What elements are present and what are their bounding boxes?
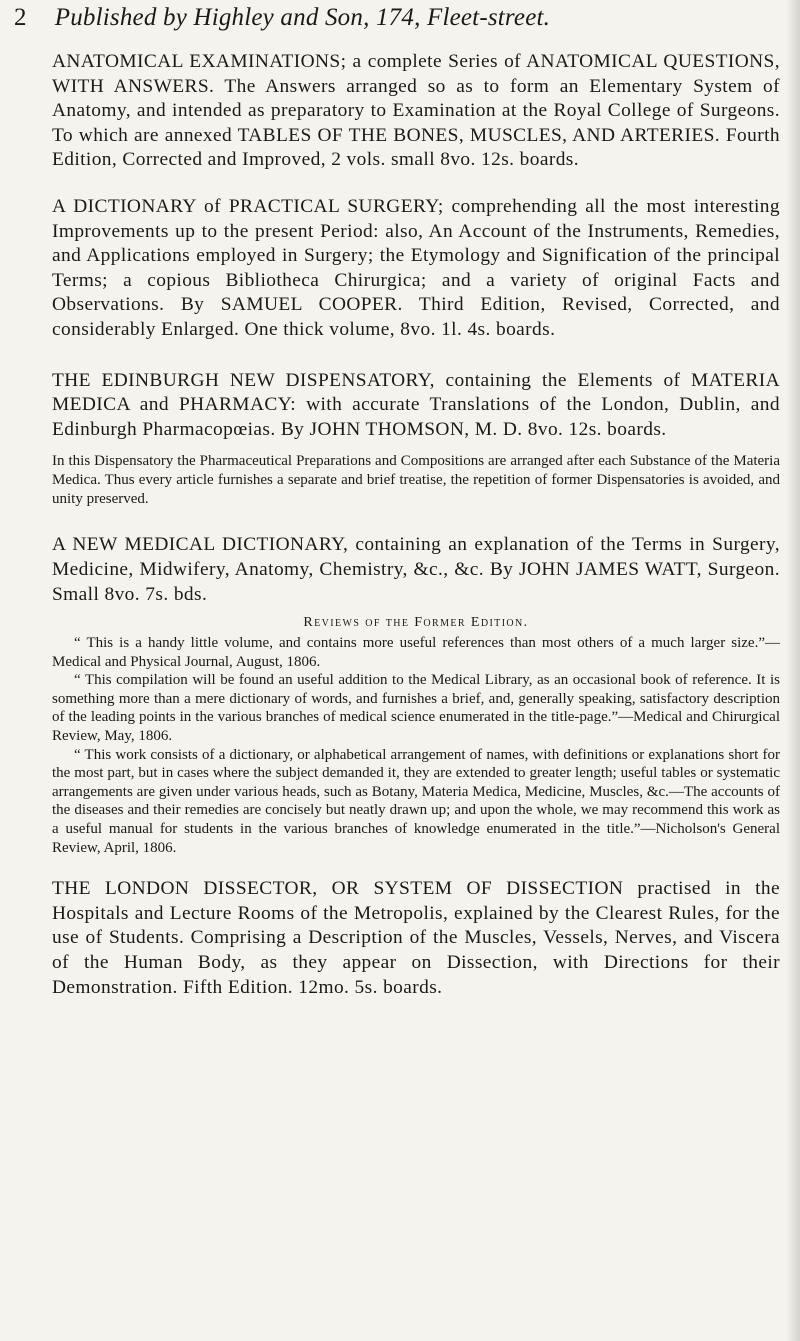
review-medical-chirurgical: “ This compilation will be found an useful addition to the Medical Library, as an occasional book of reference. It is something more than a mere dictionary of words, and furnishes a brief, and, generally speaking, satisfactory description of the leading points in the various branches of medical science enumerated in the title-page.”—Medical and Chirurgical Review, May, 1806.: [52, 672, 780, 745]
review-medical-physical-journal: “ This is a handy little volume, and contains more useful references than most others of a much larger size.”—Medical and Physical Journal, August, 1806.: [52, 635, 780, 670]
listing-anatomical-examinations: ANATOMICAL EXAMINATIONS; a complete Series of ANATOMICAL QUESTIONS, WITH ANSWERS. The Answers arranged so as to form an Elementary System of Anatomy, and intended as preparatory to Examination at the Royal College of Surgeons. To which are annexed TABLES OF THE BONES, MUSCLES, AND ARTERIES. Fourth Edition, Corrected and Improved, 2 vols. small 8vo. 12s. boards.: [52, 51, 780, 171]
page-header: [14, 2, 774, 34]
listing-london-dissector: THE LONDON DISSECTOR, OR SYSTEM OF DISSECTION practised in the Hospitals and Lecture Rooms of the Metropolis, explained by the Clearest Rules, for the use of Students. Comprising a Description of the Muscles, Vessels, Nerves, and Viscera of the Human Body, as they appear on Dissection, with Directions for their Demonstration. Fifth Edition. 12mo. 5s. boards.: [52, 878, 780, 998]
listing-dictionary-practical-surgery: A DICTIONARY of PRACTICAL SURGERY; comprehending all the most interesting Improvements up to the present Period: also, An Account of the Instruments, Remedies, and Applications employed in Surgery; the Etymology and Signification of the principal Terms; a copious Bibliotheca Chirurgica; and a variety of original Facts and Observations. By SAMUEL COOPER. Third Edition, Revised, Corrected, and considerably Enlarged. One thick volume, 8vo. 1l. 4s. boards.: [52, 195, 780, 340]
listing-new-medical-dictionary: A NEW MEDICAL DICTIONARY, containing an explanation of the Terms in Surgery, Medicine, Midwifery, Anatomy, Chemistry, &c., &c. By JOHN JAMES WATT, Surgeon. Small 8vo. 7s. bds.: [52, 534, 780, 605]
listing-edinburgh-dispensatory: THE EDINBURGH NEW DISPENSATORY, containing the Elements of MATERIA MEDICA and PHARMACY: with accurate Translations of the London, Dublin, and Edinburgh Pharmacopœias. By JOHN THOMSON, M. D. 8vo. 12s. boards.: [52, 369, 780, 440]
publisher-imprint: Published by Highley and Son, 174, Fleet-street.: [54, 4, 551, 31]
review-nicholson: “ This work consists of a dictionary, or alphabetical arrangement of names, with definitions or explanations short for the most part, but in cases where the subject demanded it, they are extended to greater length; useful tables or systematic arrangements are given under various heads, such as Botany, Materia Medica, Medicine, Muscles, &c.—The accounts of the diseases and their remedies are concisely but neatly drawn up; and upon the whole, we may recommend this work as a useful manual for students in the various branches of knowledge enumerated in the title.”—Nicholson's General Review, April, 1806.: [52, 746, 780, 856]
page-number: 2: [14, 4, 27, 31]
advertisement-list: [52, 50, 780, 1000]
dispensatory-note: In this Dispensatory the Pharmaceutical Preparations and Compositions are arranged after each Substance of the Materia Medica. Thus every article furnishes a separate and brief treatise, the repetition of former Dispensatories is avoided, and unity preserved.: [52, 453, 780, 508]
reviews-heading: Reviews of the Former Edition.: [303, 615, 529, 631]
page-edge-shadow: [786, 0, 800, 1341]
